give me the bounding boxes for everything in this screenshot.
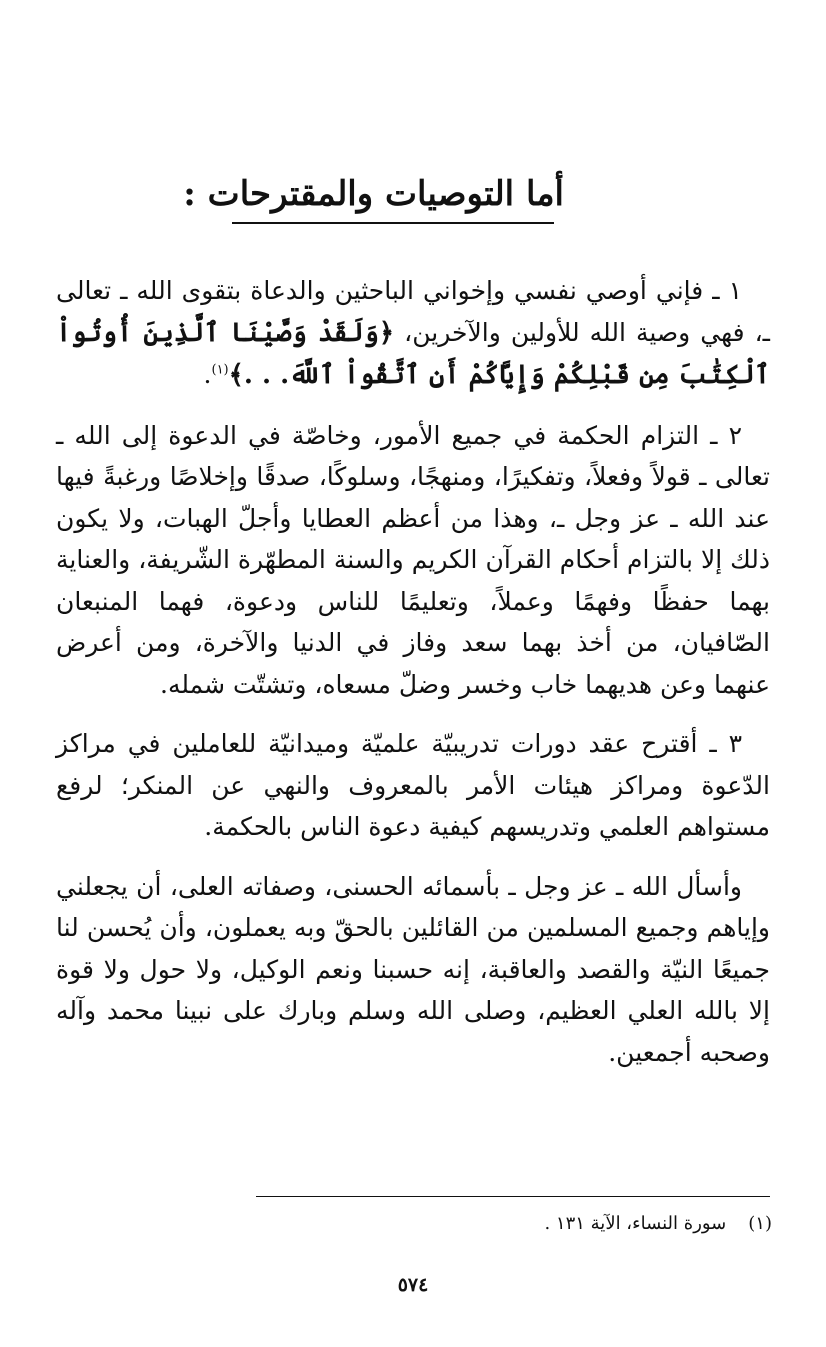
paragraph-closing-prayer: وأسأل الله ـ عز وجل ـ بأسمائه الحسنى، وصفاته العلى، أن يجعلني وإياهم وجميع المسلمين من القائلين بالحقّ وبه يعملون، وأن يُحسن لنا جميعًا النيّة والقصد والعاقبة، إنه حسبنا ونعم الوكيل، ولا حول ولا قوة إلا بالله العلي العظيم، وصلى الله وسلم وبارك على نبينا محمد وآله وصحبه أجمعين. [56, 871, 770, 1067]
footnote [544, 1210, 772, 1238]
footnote-number: (١) [748, 1213, 772, 1234]
page-number: ٥٧٤ [397, 1274, 429, 1296]
paragraph-recommendation-3: ٣ ـ أقترح عقد دورات تدريبيّة علميّة وميدانيّة للعاملين في مراكز الدّعوة ومراكز هيئات الأمر بالمعروف والنهي عن المنكر؛ لرفع مستواهم العلمي وتدريسهم كيفية دعوة الناس بالحكمة. [56, 729, 770, 841]
footnote-reference: (١) [211, 362, 229, 378]
footnote-text: سورة النساء، الآية ١٣١ . [544, 1213, 727, 1234]
paragraph-1-lead: ١ ـ فإني أوصي نفسي وإخواني الباحثين والدعاة بتقوى الله ـ تعالى ـ، فهي وصية الله للأولين والآخرين، [56, 276, 770, 347]
paragraph-recommendation-2: ٢ ـ التزام الحكمة في جميع الأمور، وخاصّة في الدعوة إلى الله ـ تعالى ـ قولاً وفعلاً، وتفكيرًا، ومنهجًا، وسلوكًا، صدقًا وإخلاصًا ورغبةً فيها عند الله ـ عز وجل ـ، وهذا من أعظم العطايا وأجلّ الهبات، ولا يكون ذلك إلا بالتزام أحكام القرآن الكريم والسنة المطهّرة الشّريفة، والعناية بهما حفظًا وفهمًا وعملاً، وتعليمًا للناس ودعوة، فهما المنبعان الصّافيان، من أخذ بهما سعد وفاز في الدنيا والآخرة، ومن أعرض عنهما وعن هديهما خاب وخسر وضلّ مسعاه، وتشتّت شمله. [56, 420, 770, 699]
heading-underline [232, 222, 554, 224]
paragraph-recommendation-1 [56, 270, 770, 397]
footnote-separator [256, 1196, 770, 1197]
section-heading: أما التوصيات والمقترحات : [183, 174, 564, 214]
quran-verse: ﴿وَلَقَدْ وَصَّيْنَا ٱلَّذِينَ أُوتُواْ ٱلْكِتَٰبَ مِن قَبْلِكُمْ وَإِيَّاكُمْ أَنِ ٱتَّقُواْ ٱللَّهَ. . .﴾ [56, 317, 770, 390]
body-text [56, 270, 770, 1091]
paragraph-1-tail: . [203, 360, 212, 389]
